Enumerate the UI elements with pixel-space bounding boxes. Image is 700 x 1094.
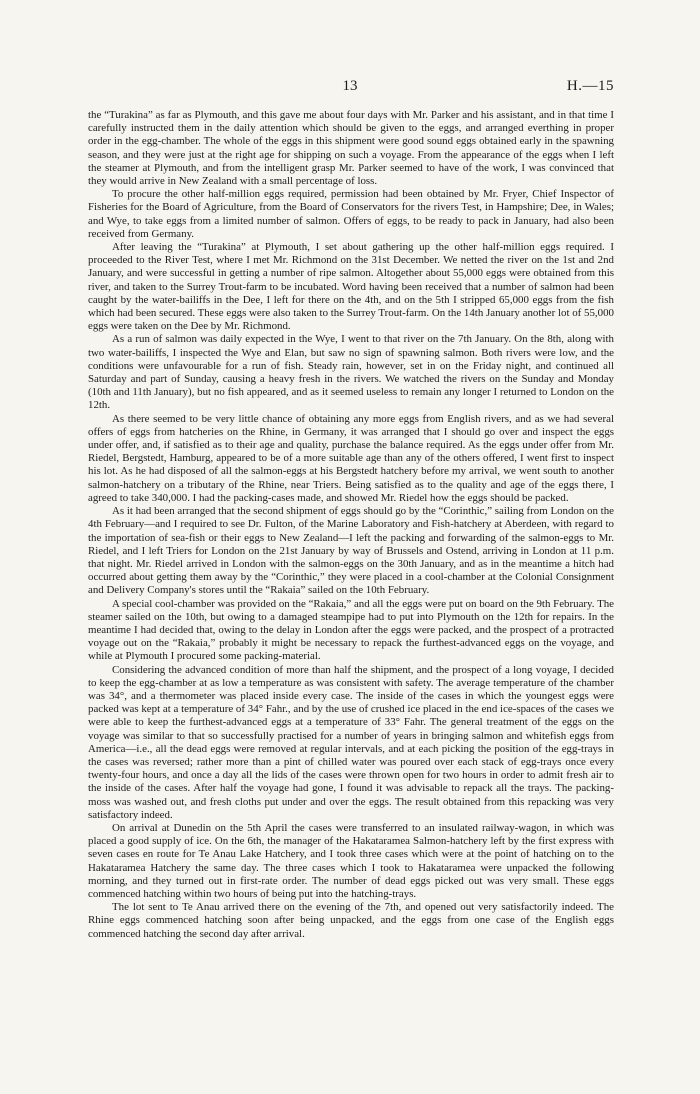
- paragraph: As there seemed to be very little chance of obtaining any more eggs from English rivers, and as we had several offers of eggs from hatcheries on the Rhine, in Germany, it was arranged that I should go over and inspect the eggs under offer, and, if satisfied as to their age and quality, purchase the balance required. As the eggs under offer from Mr. Riedel, Bergstedt, Hamburg, appeared to be of a more suitable age than any of the others offered, I went first to inspect his lot. As he had disposed of all the salmon-eggs at his Bergstedt hatchery before my arrival, we went south to another salmon-hatchery on a tributary of the Rhine, near Triers. Being satisfied as to the quality and age of the eggs there, I agreed to take 340,000. I had the packing-cases made, and showed Mr. Riedel how the eggs should be packed.: [88, 412, 614, 504]
- paragraph: On arrival at Dunedin on the 5th April the cases were transferred to an insulated railway-wagon, in which was placed a good supply of ice. On the 6th, the manager of the Hakataramea Salmon-hatchery left by the first express with seven cases en route for Te Anau Lake Hatchery, and I took three cases which were at the point of hatching on to the Hakataramea Hatchery the same day. The three cases which I took to Hakataramea were unpacked the following morning, and they turned out in first-rate order. The number of dead eggs picked out was very small. These eggs commenced hatching within two hours of being put into the hatching-trays.: [88, 821, 614, 900]
- paragraph: To procure the other half-million eggs required, permission had been obtained by Mr. Fryer, Chief Inspector of Fisheries for the Board of Agriculture, from the Board of Conservators for the rivers Test, in Hampshire; Dee, in Wales; and Wye, to take eggs from a limited number of salmon. Offers of eggs, to be ready to pack in January, had also been received from Germany.: [88, 188, 614, 240]
- document-reference: H.—15: [566, 78, 614, 94]
- paragraph: As a run of salmon was daily expected in the Wye, I went to that river on the 7th January. On the 8th, along with two water-bailiffs, I inspected the Wye and Elan, but saw no sign of spawning salmon. Both rivers were low, and the conditions were unfavourable for a run of fish. Steady rain, however, set in on the Friday night, and continued all Saturday and part of Sunday, causing a heavy fresh in the rivers. We watched the rivers on the Sunday and Monday (10th and 11th January), but no fish appeared, and as it seemed useless to remain any longer I returned to London on the 12th.: [88, 333, 614, 412]
- paragraph: After leaving the “Turakina” at Plymouth, I set about gathering up the other half-million eggs required. I proceeded to the River Test, where I met Mr. Richmond on the 31st December. We netted the river on the 1st and 2nd January, and were successful in getting a number of ripe salmon. Altogether about 55,000 eggs were obtained from this river, and taken to the Surrey Trout-farm to be incubated. Word having been received that a number of salmon had been caught by the water-bailiffs in the Dee, I left for there on the 4th, and on the 5th I stripped 65,000 eggs from the fish which had been secured. These eggs were also taken to the Surrey Trout-farm. On the 14th January another lot of 55,000 eggs were taken on the Dee by Mr. Richmond.: [88, 241, 614, 333]
- paragraph: Considering the advanced condition of more than half the shipment, and the prospect of a long voyage, I decided to keep the egg-chamber at as low a temperature as was consistent with safety. The average temperature of the chamber was 34°, and a thermometer was placed inside every case. The inside of the cases in which the youngest eggs were packed was kept at a temperature of 34° Fahr., and by the use of crushed ice placed in the end ice-spaces of the cases we were able to keep the furthest-advanced eggs at a temperature of 33° Fahr. The general treatment of the eggs on the voyage was similar to that so successfully practised for a number of years in bringing salmon and whitefish eggs from America—i.e., all the dead eggs were removed at regular intervals, and at each picking the position of the egg-trays in the cases was reversed; rather more than a pint of chilled water was poured over each stack of egg-trays once every twenty-four hours, and once a day all the lids of the cases were thrown open for two hours in order to admit fresh air to the inside of the cases. After half the voyage had gone, I found it was advisable to repack all the trays. The packing-moss was washed out, and fresh cloths put under and over the eggs. The result obtained from this repacking was very satisfactory indeed.: [88, 663, 614, 821]
- paragraph: As it had been arranged that the second shipment of eggs should go by the “Corinthic,” sailing from London on the 4th February—and I required to see Dr. Fulton, of the Marine Laboratory and Fish-hatchery at Aberdeen, with regard to the importation of sea-fish or their eggs to New Zealand—I left the packing and forwarding of the salmon-eggs to Mr. Riedel, and I left Triers for London on the 21st January by way of Brussels and Ostend, arriving in London at 11 p.m. that night. Mr. Riedel arrived in London with the salmon-eggs on the 30th January, and as in the meantime a hitch had occurred about getting them away by the “Corinthic,” they were placed in a cool-chamber at the Colonial Consignment and Delivery Company's stores until the “Rakaia” sailed on the 10th February.: [88, 505, 614, 597]
- paragraph: The lot sent to Te Anau arrived there on the evening of the 7th, and opened out very satisfactorily indeed. The Rhine eggs commenced hatching soon after being unpacked, and the eggs from one case of the English eggs commenced hatching the second day after arrival.: [88, 901, 614, 940]
- page-header: [0, 78, 700, 102]
- body-text: [88, 109, 614, 941]
- paragraph: A special cool-chamber was provided on the “Rakaia,” and all the eggs were put on board on the 9th February. The steamer sailed on the 10th, but owing to a damaged steampipe had to put into Plymouth on the 12th for repairs. In the meantime I had decided that, owing to the delay in London after the eggs were packed, and the prospect of a protracted voyage out on the “Rakaia,” probably it might be necessary to repack the furthest-advanced eggs on the voyage, and while at Plymouth I procured some packing-material.: [88, 597, 614, 663]
- paragraph: the “Turakina” as far as Plymouth, and this gave me about four days with Mr. Parker and his assistant, and in that time I carefully instructed them in the daily attention which should be given to the eggs, and arranged everthing in proper order in the egg-chamber. The whole of the eggs in this shipment were good sound eggs obtained early in the spawning season, and they were just at the right age for shipping on such a voyage. From the appearance of the eggs when I left the steamer at Plymouth, and from the intelligent grasp Mr. Parker seemed to have of the work, I was convinced that they would arrive in New Zealand with a small percentage of loss.: [88, 109, 614, 188]
- page-number: 13: [342, 78, 358, 94]
